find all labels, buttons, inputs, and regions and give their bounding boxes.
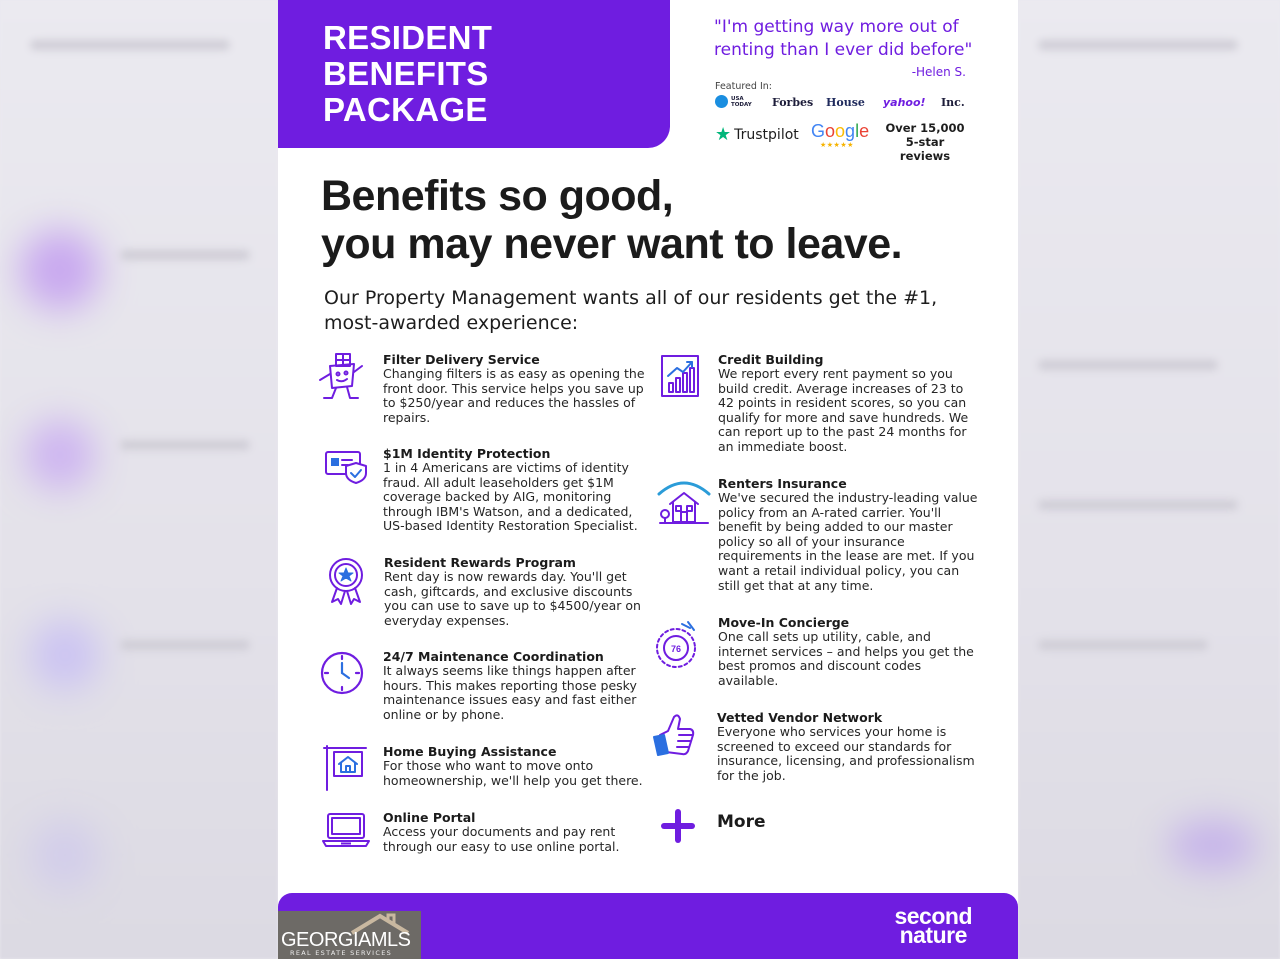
blurred-text xyxy=(120,440,250,450)
blurred-icon xyxy=(25,420,95,490)
blurred-text xyxy=(120,250,250,260)
benefit-title: $1M Identity Protection xyxy=(383,446,551,461)
headline xyxy=(321,172,902,268)
id-card-shield-icon xyxy=(324,449,370,485)
trustpilot-text: Trustpilot xyxy=(734,126,799,143)
blurred-text xyxy=(120,640,250,650)
inc-logo: Inc. xyxy=(941,96,965,109)
blurred-icon xyxy=(1168,820,1258,870)
usa-today-text: USA TODAY xyxy=(731,95,752,108)
bar-chart-icon xyxy=(660,354,700,398)
plus-icon xyxy=(658,806,698,846)
blurred-text xyxy=(30,40,230,50)
benefit-title: Home Buying Assistance xyxy=(383,744,557,759)
house-umbrella-icon xyxy=(656,476,712,528)
laptop-icon xyxy=(321,811,371,849)
second-nature-logo xyxy=(894,903,972,948)
svg-text:76: 76 xyxy=(670,644,682,654)
mls-subtitle: REAL ESTATE SERVICES xyxy=(290,949,393,957)
benefit-item xyxy=(718,352,980,455)
benefit-item xyxy=(384,555,654,628)
press-logos xyxy=(715,95,967,111)
benefit-description: Changing filters is as easy as opening the front door. This service helps you save up to $250/year and reduces the hassles of repairs. xyxy=(383,366,645,425)
mls-name: GEORGIAMLS xyxy=(281,929,411,951)
flyer-title-line: BENEFITS xyxy=(323,55,489,92)
house-logo: House xyxy=(826,96,865,109)
featured-in-label: Featured In: xyxy=(715,81,772,92)
blurred-background-right xyxy=(1018,0,1280,959)
georgia-mls-watermark xyxy=(278,911,421,959)
benefit-item xyxy=(383,352,653,425)
benefit-description: We've secured the industry-leading value policy from an A-rated carrier. You'll benefit by being added to our master policy so all of your insurance requirements in the lease are met. If you want a retail individual policy, you can still get that at any time. xyxy=(718,490,978,593)
yahoo-logo: yahoo! xyxy=(883,96,926,109)
benefit-item xyxy=(383,744,653,788)
flyer-title-line: RESIDENT xyxy=(323,19,493,56)
benefit-description: Rent day is now rewards day. You'll get cash, giftcards, and exclusive discounts you can use to save up to $4500/year on everyday expenses. xyxy=(384,569,641,628)
flyer-title xyxy=(323,20,492,128)
forbes-logo: Forbes xyxy=(772,96,814,109)
benefit-item xyxy=(717,710,979,783)
benefit-description: For those who want to move onto homeownership, we'll help you get there. xyxy=(383,758,643,788)
blurred-text xyxy=(1038,360,1218,370)
benefit-title: Filter Delivery Service xyxy=(383,352,540,367)
benefit-description: It always seems like things happen after hours. This makes reporting those pesky maintenance issues easy and fast either online or by phone. xyxy=(383,663,637,722)
blurred-text xyxy=(1038,640,1208,650)
benefit-title: Renters Insurance xyxy=(718,476,847,491)
benefit-description: One call sets up utility, cable, and internet services – and helps you get the best promos and discount codes available. xyxy=(718,629,974,688)
blurred-icon xyxy=(30,620,100,690)
benefit-description: Everyone who services your home is screened to exceed our standards for insurance, licensing, and professionalism for the job. xyxy=(717,724,975,783)
testimonial-author: -Helen S. xyxy=(911,65,966,79)
benefit-title: Online Portal xyxy=(383,810,476,825)
trustpilot-logo xyxy=(715,124,799,145)
blurred-background-left xyxy=(0,0,278,959)
thumbs-up-icon xyxy=(652,709,700,759)
google-stars: ★★★★★ xyxy=(820,141,854,149)
benefit-title: Vetted Vendor Network xyxy=(717,710,883,725)
header-banner xyxy=(278,0,670,148)
usa-today-logo xyxy=(715,95,751,108)
award-ribbon-icon xyxy=(324,556,368,606)
headline-line: Benefits so good, xyxy=(321,172,674,220)
blurred-text xyxy=(1038,40,1238,50)
reviews-count: Over 15,000 5-star reviews xyxy=(885,121,965,163)
clock-icon xyxy=(319,650,365,696)
benefit-description: Access your documents and pay rent through our easy to use online portal. xyxy=(383,824,620,854)
google-logo: Google xyxy=(811,121,870,141)
benefit-item xyxy=(718,476,980,593)
more-label: More xyxy=(717,812,766,832)
blurred-icon xyxy=(30,820,100,890)
house-sign-icon xyxy=(322,744,368,792)
usa-today-dot-icon xyxy=(715,95,728,108)
testimonial-quote: "I'm getting way more out of renting than I ever did before" xyxy=(714,17,973,60)
flyer-title-line: PACKAGE xyxy=(323,91,488,128)
thermostat-icon xyxy=(652,620,700,670)
brand-line: second xyxy=(894,903,972,929)
trustpilot-star-icon: ★ xyxy=(715,124,732,145)
benefit-description: 1 in 4 Americans are victims of identity fraud. All adult leaseholders get $1M coverage backed by AIG, monitoring through IBM's Watson, and a dedicated, US-based Identity Restoration Specialist. xyxy=(383,460,638,534)
headline-line: you may never want to leave. xyxy=(321,220,903,268)
flyer-page xyxy=(278,0,1018,959)
brand-line: nature xyxy=(899,922,967,948)
benefit-title: Resident Rewards Program xyxy=(384,555,576,570)
blurred-icon xyxy=(20,230,100,310)
benefit-item xyxy=(718,615,980,688)
filter-box-icon xyxy=(316,352,366,404)
benefit-title: 24/7 Maintenance Coordination xyxy=(383,649,604,664)
benefit-item xyxy=(383,446,653,534)
blurred-text xyxy=(1038,500,1238,510)
benefit-title: Credit Building xyxy=(718,352,824,367)
benefit-item xyxy=(383,649,653,722)
benefit-title: Move-In Concierge xyxy=(718,615,850,630)
intro-text: Our Property Management wants all of our residents get the #1, most-awarded experience: xyxy=(324,287,938,334)
benefit-item xyxy=(383,810,653,854)
benefit-description: We report every rent payment so you build credit. Average increases of 23 to 42 points in resident scores, so you can qualify for more and save hundreds. We can report up to the past 24 months for an immediate boost. xyxy=(718,366,969,454)
